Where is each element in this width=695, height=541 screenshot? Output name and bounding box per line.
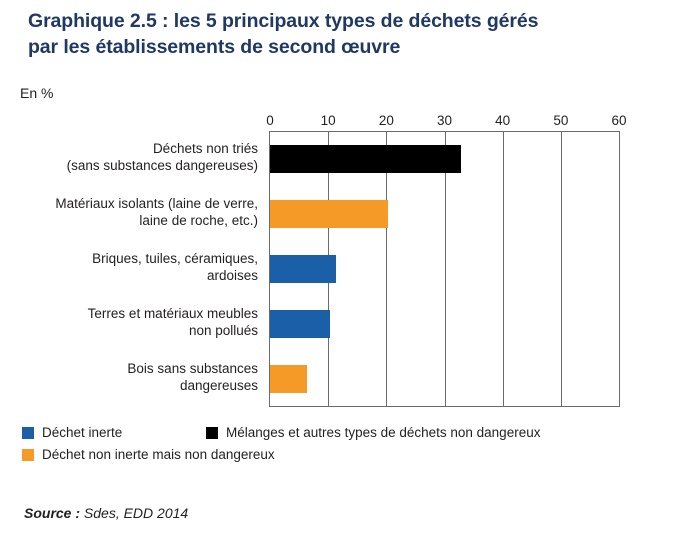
legend-row-2 <box>22 447 672 462</box>
category-label <box>8 250 258 284</box>
bar-series <box>270 132 619 406</box>
category-label-line: ardoises <box>206 268 258 283</box>
bar <box>270 310 330 338</box>
chart-legend <box>22 425 672 469</box>
bar <box>270 365 307 393</box>
legend-row-1 <box>22 425 672 440</box>
x-tick-label: 30 <box>436 113 453 128</box>
x-axis-tick-labels <box>266 113 627 131</box>
x-tick-label: 20 <box>378 113 394 128</box>
category-label <box>8 305 258 339</box>
legend-label: Déchet inerte <box>42 425 123 440</box>
category-label-line: (sans substances dangereuses) <box>66 158 258 174</box>
category-label-line: Déchets non triés <box>152 141 258 157</box>
bar <box>270 200 388 228</box>
x-tick-label: 50 <box>553 113 569 128</box>
legend-label: Déchet non inerte mais non dangereux <box>42 447 275 462</box>
bar <box>270 255 336 283</box>
x-tick-label: 60 <box>611 113 627 128</box>
category-label-line: dangereuses <box>179 377 258 393</box>
legend-swatch-icon <box>22 449 34 461</box>
title-line-1: Graphique 2.5 : les 5 principaux types de déchets gérés <box>28 10 539 32</box>
x-tick-label: 10 <box>320 113 336 128</box>
title-line-2: par les établissements de second œuvre <box>28 36 401 58</box>
category-label <box>8 140 258 174</box>
category-label-line: Briques, tuiles, céramiques, <box>92 251 258 266</box>
category-label-line: Terres et matériaux meubles <box>87 305 258 321</box>
category-label-line: laine de roche, etc.) <box>139 213 258 229</box>
bar <box>270 145 461 173</box>
page-title <box>28 8 668 60</box>
legend-item-dechet-inerte <box>22 425 184 440</box>
source-value: Sdes, EDD 2014 <box>80 505 189 521</box>
category-label-line: Bois sans substances <box>127 360 258 376</box>
x-tick-label: 0 <box>266 113 274 128</box>
category-label <box>8 195 258 229</box>
category-axis-labels <box>8 131 264 407</box>
source-note <box>24 505 188 521</box>
category-label-line: Matériaux isolants (laine de verre, <box>55 196 258 212</box>
legend-label: Mélanges et autres types de déchets non dangereux <box>226 425 541 440</box>
x-tick-label: 40 <box>495 113 511 128</box>
legend-item-non-inerte <box>22 447 275 462</box>
source-prefix: Source : <box>24 505 81 521</box>
category-label-line: non pollués <box>188 322 258 338</box>
legend-swatch-icon <box>206 427 218 439</box>
legend-item-melanges <box>206 425 540 440</box>
legend-swatch-icon <box>22 427 34 439</box>
axis-unit-label: En % <box>20 85 54 101</box>
category-label <box>8 360 258 394</box>
